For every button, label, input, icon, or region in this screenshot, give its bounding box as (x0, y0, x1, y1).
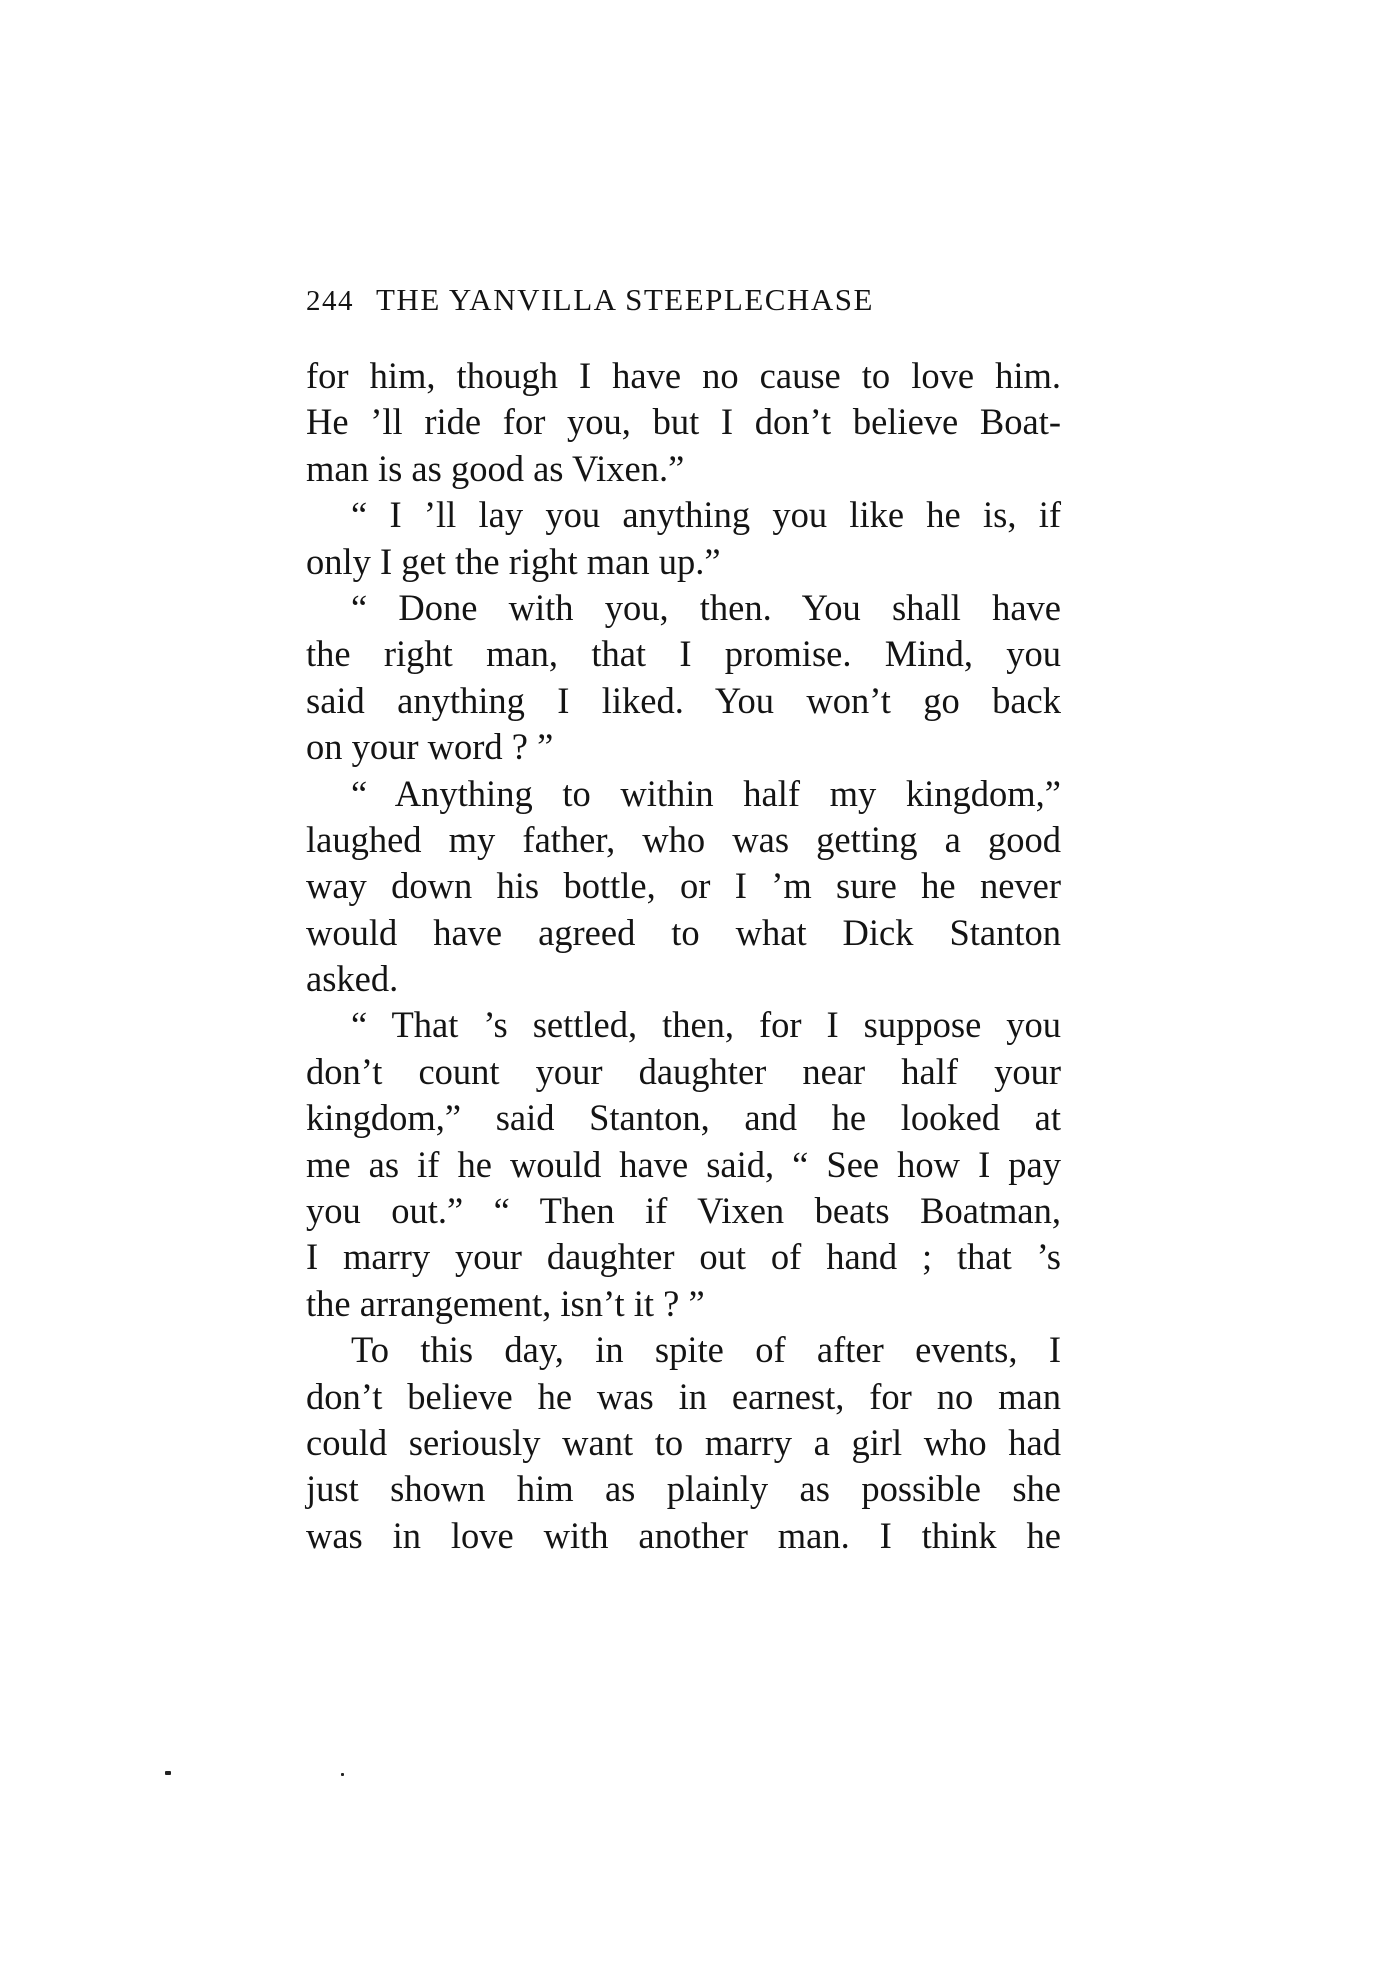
text-line: said anything I liked. You won’t go back (306, 679, 1061, 721)
body-text (306, 353, 1061, 1559)
text-line: on your word ? ” (306, 726, 554, 768)
text-line: just shown him as plainly as possible she (306, 1468, 1061, 1510)
text-line: “ Anything to within half my kingdom,” (351, 772, 1061, 814)
text-line: “ I ’ll lay you anything you like he is, if (351, 494, 1061, 536)
text-line: man is as good as Vixen.” (306, 447, 685, 489)
text-line: laughed my father, who was getting a good (306, 818, 1061, 860)
running-title: THE YANVILLA STEEPLECHASE (376, 282, 874, 317)
text-line: To this day, in spite of after events, I (351, 1329, 1061, 1371)
text-line: “ That ’s settled, then, for I suppose you (351, 1004, 1061, 1046)
running-head (306, 282, 1076, 332)
text-line: the right man, that I promise. Mind, you (306, 633, 1061, 675)
text-line: kingdom,” said Stanton, and he looked at (306, 1097, 1061, 1139)
text-line: asked. (306, 958, 399, 1000)
text-line: I marry your daughter out of hand ; that ’s (306, 1236, 1061, 1278)
text-line: the arrangement, isn’t it ? ” (306, 1282, 705, 1324)
text-line: don’t believe he was in earnest, for no man (306, 1375, 1061, 1417)
text-line: only I get the right man up.” (306, 540, 721, 582)
text-line: “ Done with you, then. You shall have (351, 586, 1061, 628)
text-line: was in love with another man. I think he (306, 1514, 1061, 1556)
page-number: 244 (306, 285, 354, 317)
text-line: would have agreed to what Dick Stanton (306, 911, 1061, 953)
scan-speck (341, 1773, 344, 1776)
text-line: me as if he would have said, “ See how I pay (306, 1143, 1061, 1185)
text-line: way down his bottle, or I ’m sure he never (306, 865, 1061, 907)
text-line: could seriously want to marry a girl who had (306, 1421, 1061, 1463)
text-line: don’t count your daughter near half your (306, 1050, 1061, 1092)
scan-speck (165, 1771, 171, 1775)
text-line: for him, though I have no cause to love him. (306, 355, 1061, 396)
text-line: He ’ll ride for you, but I don’t believe Boat- (306, 401, 1061, 443)
text-line: you out.” “ Then if Vixen beats Boatman, (306, 1190, 1061, 1232)
